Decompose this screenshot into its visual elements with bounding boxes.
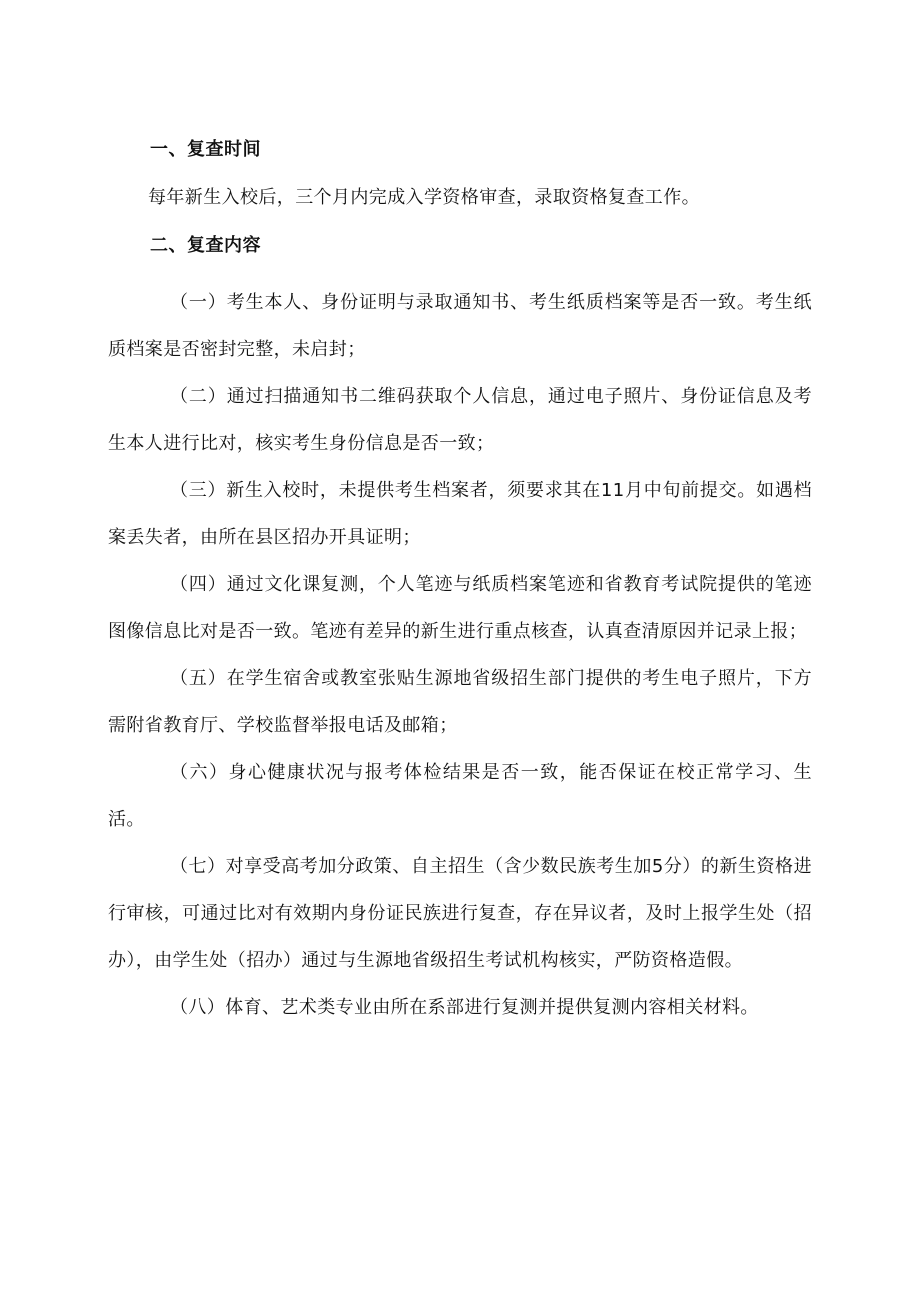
review-item-3: （三）新生入校时，未提供考生档案者，须要求其在11月中旬前提交。如遇档案丢失者，由所在县区招办开具证明； — [108, 480, 812, 548]
document-body — [108, 135, 812, 1031]
review-item-7: （七）对享受高考加分政策、自主招生（含少数民族考生加5分）的新生资格进行审核，可通过比对有效期内身份证民族进行复查，存在异议者，及时上报学生处（招办），由学生处（招办）通过与生源地省级招生考试机构核实，严防资格造假。 — [108, 856, 812, 971]
review-item-6: （六）身心健康状况与报考体检结果是否一致，能否保证在校正常学习、生活。 — [108, 762, 812, 830]
review-item-1: （一）考生本人、身份证明与录取通知书、考生纸质档案等是否一致。考生纸质档案是否密封完整，未启封； — [108, 292, 812, 360]
review-item-4: （四）通过文化课复测，个人笔迹与纸质档案笔迹和省教育考试院提供的笔迹图像信息比对是否一致。笔迹有差异的新生进行重点核查，认真查清原因并记录上报； — [108, 574, 812, 642]
section-heading-review-content: 二、复查内容 — [150, 235, 261, 256]
section-text-review-time: 每年新生入校后，三个月内完成入学资格审查，录取资格复查工作。 — [148, 187, 700, 208]
section-heading-review-time: 一、复查时间 — [150, 139, 261, 160]
review-item-8: （八）体育、艺术类专业由所在系部进行复测并提供复测内容相关材料。 — [170, 997, 759, 1018]
review-item-5: （五）在学生宿舍或教室张贴生源地省级招生部门提供的考生电子照片，下方需附省教育厅、学校监督举报电话及邮箱； — [108, 668, 812, 736]
review-item-2: （二）通过扫描通知书二维码获取个人信息，通过电子照片、身份证信息及考生本人进行比对，核实考生身份信息是否一致； — [108, 386, 812, 454]
